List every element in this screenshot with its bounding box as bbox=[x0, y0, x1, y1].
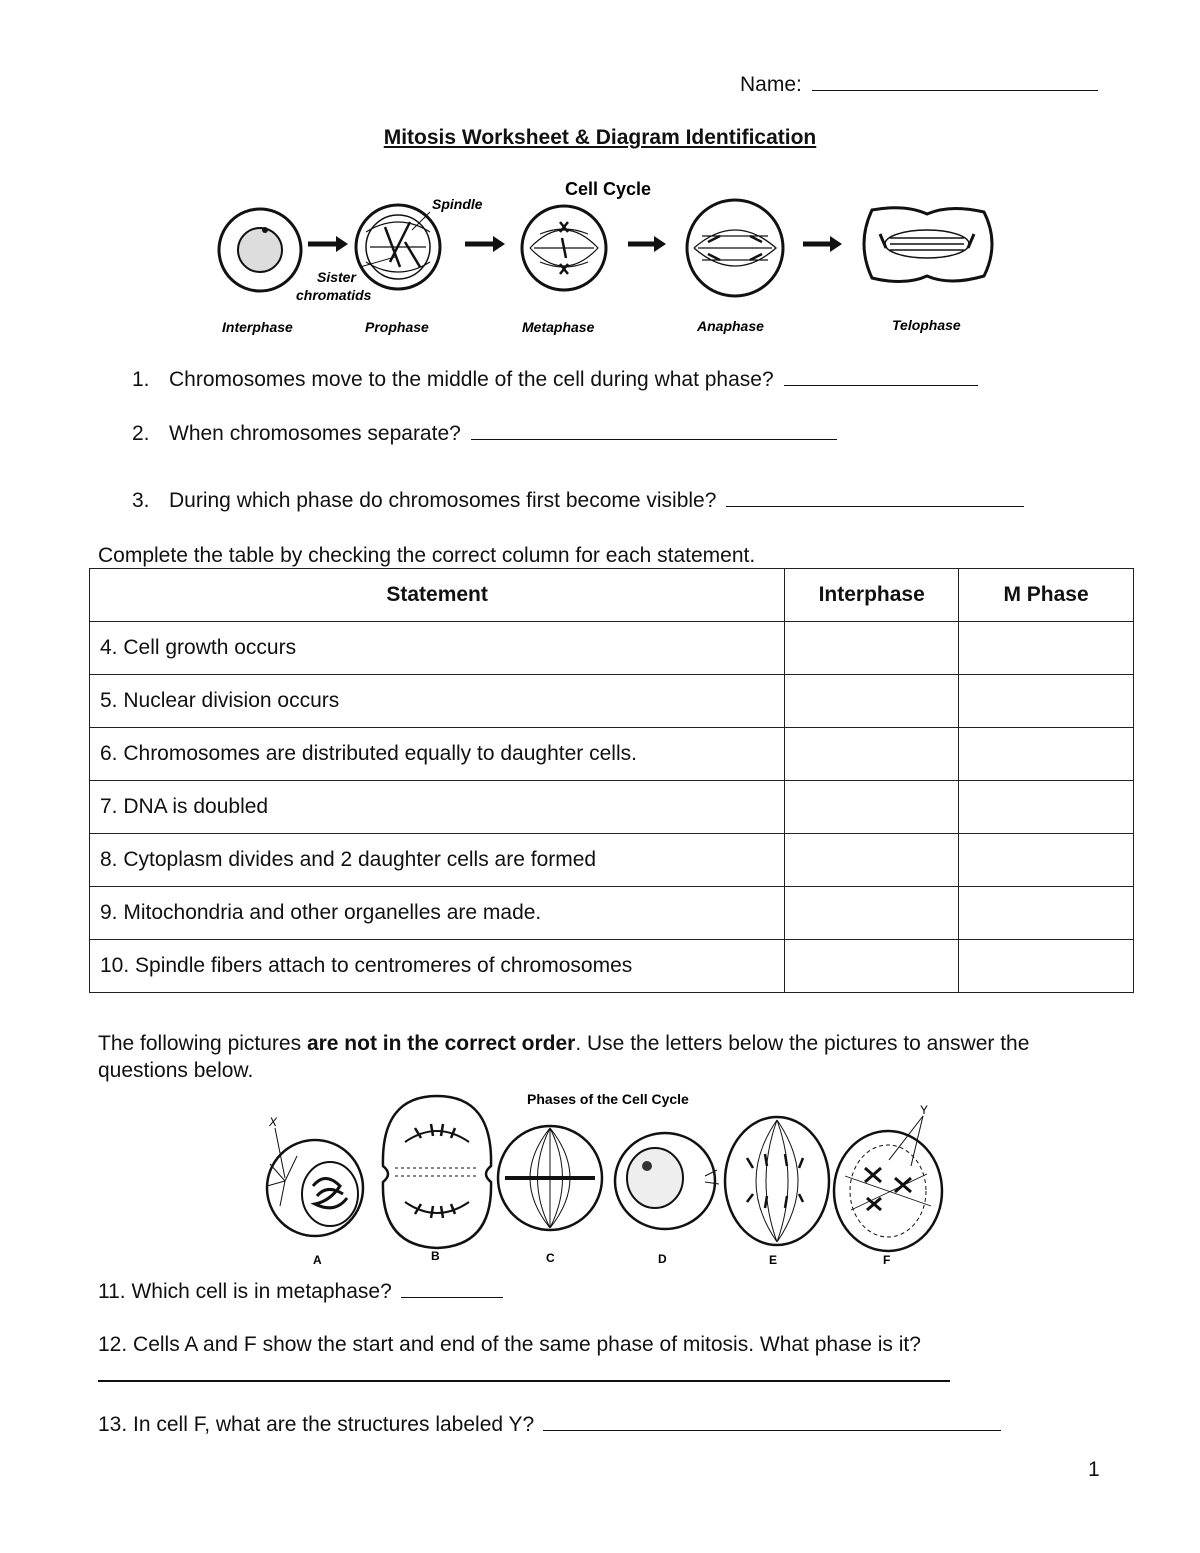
interphase-cell bbox=[219, 209, 301, 291]
table-row bbox=[90, 834, 1134, 887]
m-phase-check-cell[interactable] bbox=[959, 940, 1134, 993]
statement-cell: 7. DNA is doubled bbox=[90, 781, 785, 834]
interphase-check-cell[interactable] bbox=[785, 781, 959, 834]
arrow-icon bbox=[308, 236, 348, 252]
phases-figure bbox=[255, 1086, 955, 1268]
table-row bbox=[90, 887, 1134, 940]
letter-f: F bbox=[883, 1253, 891, 1267]
table-row bbox=[90, 622, 1134, 675]
phases-heading: Phases of the Cell Cycle bbox=[527, 1091, 689, 1107]
cell-f bbox=[834, 1116, 942, 1251]
cell-cycle-heading: Cell Cycle bbox=[565, 179, 652, 199]
table-row bbox=[90, 728, 1134, 781]
answer-2-field[interactable] bbox=[471, 421, 837, 440]
answer-11-field[interactable] bbox=[401, 1279, 503, 1298]
statement-cell: 8. Cytoplasm divides and 2 daughter cells are formed bbox=[90, 834, 785, 887]
cell-c bbox=[498, 1126, 602, 1230]
question-1: 1. Chromosomes move to the middle of the cell during what phase? bbox=[132, 367, 978, 393]
anaphase-label: Anaphase bbox=[697, 318, 764, 334]
question-3: 3. During which phase do chromosomes first become visible? bbox=[132, 488, 1024, 514]
answer-1-field[interactable] bbox=[784, 367, 978, 386]
cell-d bbox=[615, 1133, 719, 1229]
cell-a bbox=[267, 1128, 363, 1236]
interphase-check-cell[interactable] bbox=[785, 834, 959, 887]
question-2: 2. When chromosomes separate? bbox=[132, 421, 837, 447]
order-instruction: The following pictures are not in the correct order. Use the letters below the pictures to answer the questions below. bbox=[98, 1032, 1030, 1082]
table-row bbox=[90, 940, 1134, 993]
emphasis-text: are not in the correct order bbox=[306, 1032, 576, 1055]
table-row bbox=[90, 781, 1134, 834]
header-interphase: Interphase bbox=[785, 569, 959, 622]
prophase-label: Prophase bbox=[365, 319, 429, 335]
statement-cell: 9. Mitochondria and other organelles are made. bbox=[90, 887, 785, 940]
anaphase-cell bbox=[687, 200, 783, 296]
cell-b bbox=[383, 1096, 491, 1248]
statement-cell: 6. Chromosomes are distributed equally to daughter cells. bbox=[90, 728, 785, 781]
marker-y: Y bbox=[920, 1103, 929, 1117]
statement-cell: 10. Spindle fibers attach to centromeres of chromosomes bbox=[90, 940, 785, 993]
statement-table bbox=[89, 568, 1134, 993]
interphase-check-cell[interactable] bbox=[785, 940, 959, 993]
header-statement: Statement bbox=[90, 569, 785, 622]
m-phase-check-cell[interactable] bbox=[959, 834, 1134, 887]
interphase-check-cell[interactable] bbox=[785, 622, 959, 675]
interphase-check-cell[interactable] bbox=[785, 728, 959, 781]
m-phase-check-cell[interactable] bbox=[959, 887, 1134, 940]
page-title: Mitosis Worksheet & Diagram Identification bbox=[383, 126, 817, 149]
interphase-check-cell[interactable] bbox=[785, 675, 959, 728]
arrow-icon bbox=[803, 236, 842, 252]
header-m-phase: M Phase bbox=[959, 569, 1134, 622]
prophase-cell bbox=[356, 205, 440, 289]
table-header-row bbox=[90, 569, 1134, 622]
telophase-cell bbox=[864, 208, 992, 282]
name-field[interactable] bbox=[812, 72, 1098, 91]
telophase-label: Telophase bbox=[892, 317, 961, 333]
answer-13-field[interactable] bbox=[543, 1412, 1001, 1431]
letter-e: E bbox=[769, 1253, 778, 1267]
m-phase-check-cell[interactable] bbox=[959, 675, 1134, 728]
table-instruction: Complete the table by checking the correct column for each statement. bbox=[98, 544, 756, 567]
sister-callout: Sister bbox=[317, 269, 356, 285]
m-phase-check-cell[interactable] bbox=[959, 781, 1134, 834]
question-12: 12. Cells A and F show the start and end of the same phase of mitosis. What phase is it? bbox=[98, 1333, 921, 1356]
letter-d: D bbox=[658, 1252, 667, 1266]
cell-e bbox=[725, 1117, 829, 1245]
name-row bbox=[740, 72, 1098, 98]
interphase-check-cell[interactable] bbox=[785, 887, 959, 940]
m-phase-check-cell[interactable] bbox=[959, 728, 1134, 781]
statement-cell: 4. Cell growth occurs bbox=[90, 622, 785, 675]
cell-cycle-diagram bbox=[200, 172, 1000, 342]
answer-3-field[interactable] bbox=[726, 488, 1024, 507]
m-phase-check-cell[interactable] bbox=[959, 622, 1134, 675]
spindle-callout: Spindle bbox=[432, 196, 483, 212]
metaphase-label: Metaphase bbox=[522, 319, 595, 335]
question-11: 11. Which cell is in metaphase? bbox=[98, 1279, 503, 1305]
arrow-icon bbox=[628, 236, 666, 252]
chromatids-callout: chromatids bbox=[296, 287, 372, 303]
interphase-label: Interphase bbox=[222, 319, 293, 335]
statement-cell: 5. Nuclear division occurs bbox=[90, 675, 785, 728]
name-label: Name: bbox=[740, 73, 802, 96]
metaphase-cell bbox=[522, 206, 606, 290]
letter-b: B bbox=[431, 1249, 440, 1263]
marker-x: X bbox=[269, 1115, 278, 1129]
question-13: 13. In cell F, what are the structures labeled Y? bbox=[98, 1412, 1001, 1438]
page-number: 1 bbox=[1088, 1458, 1100, 1481]
letter-a: A bbox=[313, 1253, 322, 1267]
table-row bbox=[90, 675, 1134, 728]
arrow-icon bbox=[465, 236, 505, 252]
letter-c: C bbox=[546, 1251, 555, 1265]
answer-12-field[interactable] bbox=[98, 1380, 950, 1382]
